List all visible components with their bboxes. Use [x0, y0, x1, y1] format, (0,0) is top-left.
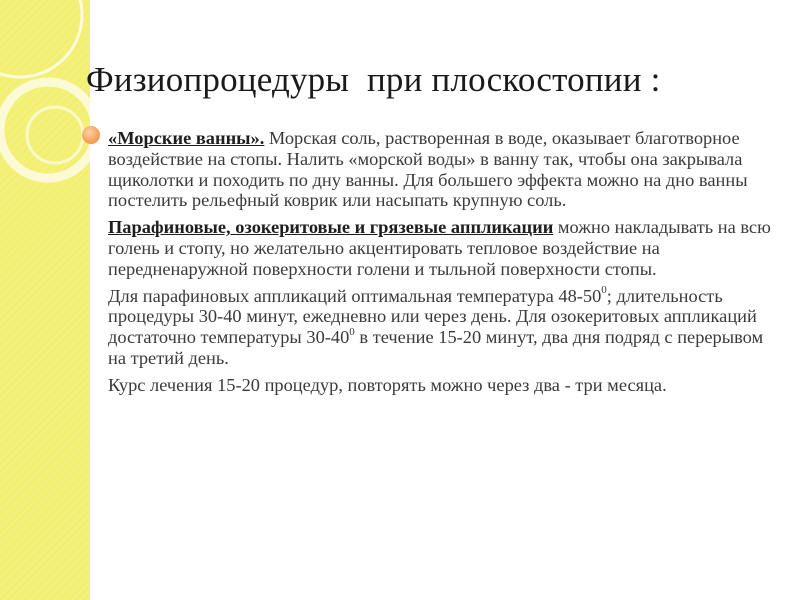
sea-baths-heading: «Морские ванны».: [108, 128, 265, 148]
temperature-text-1: Для парафиновых аппликаций оптимальная температура 48-50: [108, 285, 602, 306]
degree-sup-1: 0: [601, 284, 607, 297]
paragraph-course: [108, 375, 780, 396]
degree-sup-2: 0: [349, 326, 355, 339]
decor-circle-small: [27, 107, 83, 163]
decor-circle-large: [0, 0, 82, 77]
paragraph-sea-baths: [108, 128, 780, 211]
applications-heading: Парафиновые, озокеритовые и грязевые аппликации: [108, 217, 554, 238]
course-text: Курс лечения 15-20 процедур, повторять можно через два - три месяца.: [108, 374, 667, 395]
applications-text: можно накладывать на всю голень и стопу, но желательно акцентировать тепловое воздействие на передненаружной поверхности голени и тыльной поверхности стопы.: [108, 217, 771, 279]
slide-title: Физиопроцедуры при плоскостопии :: [86, 60, 661, 99]
sea-baths-text: Морская соль, растворенная в воде, оказывает благотворное воздействие на стопы. Налить «морской воды» в ванну так, чтобы она закрывала щиколотки и походить по дну ванны. Для большего эффекта можно на дно ванны постелить рельефный коврик или насыпать крупную соль.: [108, 128, 748, 211]
paragraph-applications: [108, 217, 780, 279]
paragraph-temperature: [108, 286, 780, 369]
bullet-circle-icon: [82, 126, 100, 144]
temperature-text-3: в течение 15-20 минут, два дня подряд с перерывом на третий день.: [108, 327, 764, 368]
temperature-text-2: ; длительность процедуры 30-40 минут, ежедневно или через день. Для озокеритовых аппликаций достаточно температуры 30-40: [108, 285, 757, 348]
slide-content: [108, 128, 780, 402]
